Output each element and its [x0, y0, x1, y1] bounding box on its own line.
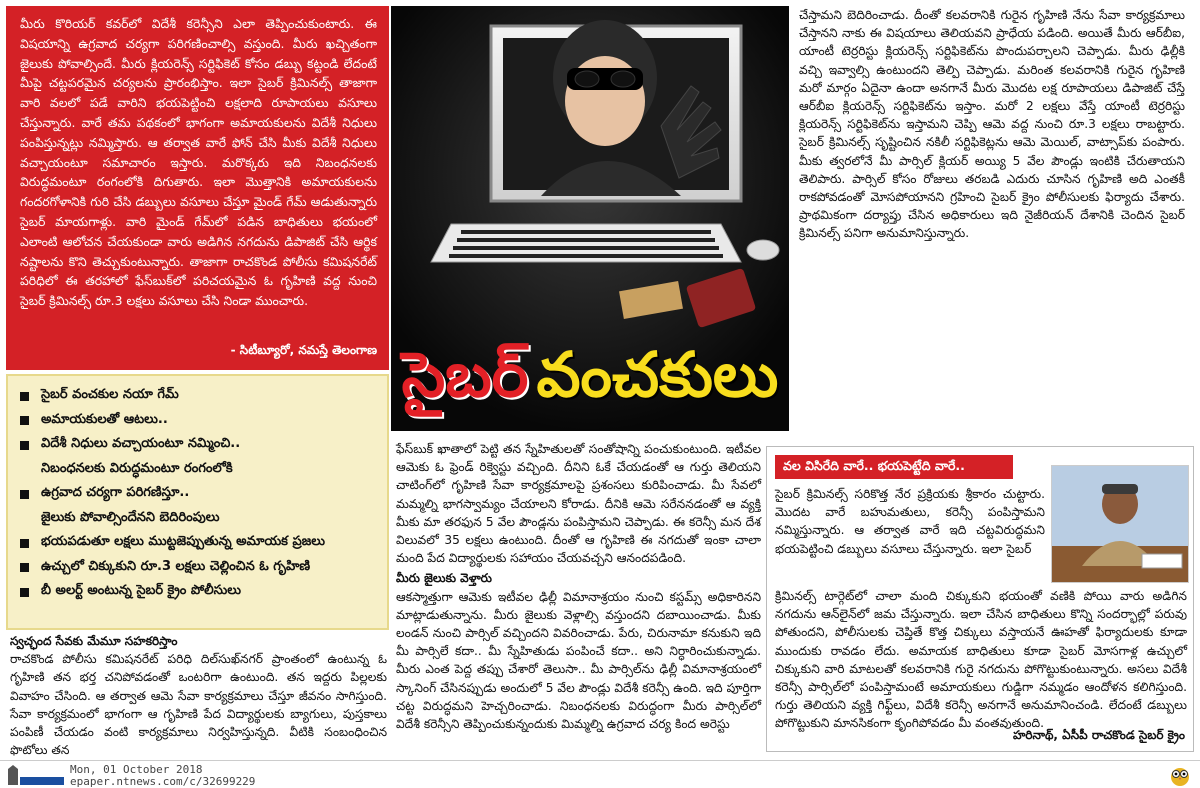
article-column-middle	[396, 440, 761, 760]
expert-quote-box	[766, 446, 1194, 752]
lead-box	[6, 6, 389, 370]
bullet-square-icon	[20, 392, 29, 401]
quote-heading: వల విసిరేది వారే.. భయపెట్టేది వారే..	[775, 455, 1013, 479]
quote-credit: హరినాథ్, ఏసీపీ రాచకొండ సైబర్ క్రైం	[1012, 728, 1185, 742]
quote-text: క్రిమినల్స్ టార్గెట్‌లో చాలా మంది చిక్కుకుని భయంతో వణికి పోయి వారు అడిగిన నగదును ఆన్‌లైన్‌లో జమ చేస్తున్నారు. ఇలా చేసిన బాధితులు కొన్ని సందర్భాల్లో పరువు పోతుందని, పోలీసులకు చెప్తితే కొత్త చిక్కులు వస్తాయనే ఊహతో ఫిర్యాదులకు కూడా ముందుకు రావడం లేదు. అమాయక బాధితులు కూడా సైబర్ మోసగాళ్ల ఉచ్చులో చిక్కుకుని వారి మాటలతో కలవరానికి గురై నగదును పోగొట్టుకుంటున్నారు. అసలు విదేశీ కరెన్సీ పార్సిల్‌లో పంపిస్తామంటే అమాయకులు గుడ్డిగా నమ్మడం ఆందోళన కలిగిస్తుంది. గుర్తు తెలియని వ్యక్తి గిఫ్ట్‌లు, విదేశీ కరెన్సీ అనగానే అనుమానించండి. లేదంటే డబ్బులు పోగొట్టుకుని మానసికంగా కృంగిపోవడం మీ వంతవుతుంది.	[775, 589, 1187, 731]
bullet-square-icon	[20, 588, 29, 597]
article-subheading: మీరు జైలుకు వెళ్తారు	[396, 571, 492, 586]
bullet-square-icon	[20, 563, 29, 572]
highlight-item: ఉగ్రవాద చర్యగా పరిగణిస్తూ..	[20, 482, 377, 507]
article-column-left	[6, 630, 391, 760]
article-column-right	[793, 6, 1193, 382]
hero-illustration	[391, 6, 789, 431]
highlight-item: భయపడుతూ లక్షలు ముట్టజెప్పుతున్న అమాయక ప్రజలు	[20, 531, 377, 556]
highlight-item: విదేశీ నిధులు వచ్చాయంటూ నమ్మించి..	[20, 433, 377, 458]
owl-icon	[1168, 763, 1192, 787]
article-paragraph: ఫేస్‌బుక్ ఖాతాలో పెట్టి తన స్నేహితులతో సంతోషాన్ని పంచుకుంటుంది. ఇటీవల ఆమెకు ఓ ఫ్రెండ్ రిక్వెస్టు వచ్చింది. దీనిని ఓకే చేయడంతో ఆ గుర్తు తెలియని చాటింగ్‌లో గృహిణి సేవా కార్యక్రమాలపై ప్రశంసలు కురిపించాడు. మీ సేవలో మమ్మల్ని భాగస్వామ్యం చేయాలని కోరాడు. దీనికి ఆమె సరేననడంతో ఆ వ్యక్తి మీకు మా తరఫున 5 వేల పౌండ్లను పంపిస్తామని చెప్పాడు. ఈ కరెన్సీ మన దేశ విలువలో 35 లక్షలు ఉంటుంది. దీంతో ఆ గృహిణి ఈ నగదుతో ఇంకా చాలా మంది పేద విద్యార్థులకు సహాయం చేయవచ్చని ఆనందపడింది.	[396, 442, 761, 566]
page-footer	[0, 760, 1200, 788]
highlights-box	[6, 374, 389, 630]
footer-url[interactable]: epaper.ntnews.com/c/32699229	[70, 775, 256, 788]
article-subheading: స్వచ్ఛంద సేవకు మేమూ సహకరిస్తాం	[10, 634, 178, 648]
highlight-item: జైలుకు పోవాల్సిందేనని బెదిరింపులు	[41, 509, 220, 525]
lead-credit: - సిటీబ్యూరో, నమస్తే తెలంగాణ	[230, 343, 377, 357]
highlight-item: సైబర్ వంచకుల నయా గేమ్	[20, 384, 377, 409]
highlight-item: ఉచ్చులో చిక్కుకుని రూ.3 లక్షలు చెల్లించిన ఓ గృహిణి	[20, 556, 377, 581]
officer-photo	[1051, 465, 1189, 583]
highlight-item: బీ అలర్ట్ అంటున్న సైబర్ క్రైం పోలీసులు	[20, 580, 377, 605]
hero-title-part1: సైబర్	[401, 338, 529, 411]
highlight-item: అమాయకులతో ఆటలు..	[20, 409, 377, 434]
bullet-square-icon	[20, 490, 29, 499]
highlight-item: నిబంధనలకు విరుద్ధమంటూ రంగంలోకి	[41, 460, 233, 476]
newspaper-logo	[6, 765, 66, 787]
bullet-square-icon	[20, 539, 29, 548]
lead-text: మీరు కొరియర్ కవర్‌లో విదేశీ కరెన్సీని ఎలా తెప్పించుకుంటారు. ఈ విషయాన్ని ఉగ్రవాద చర్యగా పరిగణించాల్సి వస్తుంది. మీరు ఖచ్చితంగా జైలుకు పోవాల్సిందే. మీరు క్లియరెన్స్ సర్టిఫికెట్ కోసం డబ్బు కట్టండి లేదంటే మీపై చట్టపరమైన చర్యలను ప్రారంభిస్తాం. ఇలా సైబర్ క్రిమినల్స్ తాజాగా వారి వలలో పడే వారిని భయపెట్టించి లక్షలాది రూపాయలు వసూలు చేస్తున్నారు. వారే తమ పథకంలో భాగంగా అమాయకులను విదేశీ నిధులు పంపిస్తున్నట్లు నమ్మిస్తారు. ఆ తర్వాత వారే ఫోన్ చేసి మీకు విదేశీ నిధులు వచ్చాయంటూ సమాచారం ఇస్తారు. మరొక్కరు ఇది నిబంధనలకు విరుద్ధమంటూ రంగంలోకి దిగుతారు. ఇలా మొత్తానికి అమాయకులను గందరగోళానికి గురి చేసి డబ్బులు వసూలు చేస్తూ మైండ్ గేమ్ ఆడుతున్నారు సైబర్ మాయగాళ్లు. వారి మైండ్ గేమ్‌లో పడిన బాధితులు భయంలో ఎలాంటి ఆలోచన చేయకుండా వారు అడిగిన నగదును డిపాజిట్ చేసి ఆర్థిక నష్టాలను కొని తెచ్చుకుంటున్నారు. తాజాగా రాచకొండ పోలీసు కమిషనరేట్ పరిధిలో ఈ తరహాలో ఫేస్‌బుక్‌లో పరిచయమైన ఓ గృహిణి వద్ద నుంచి సైబర్ క్రిమినల్స్ రూ.3 లక్షలు వసూలు చేసి నిండా ముంచారు.	[20, 16, 377, 309]
hero-title-part2: వంచకులు	[536, 338, 779, 411]
hero-title	[391, 323, 789, 415]
bullet-square-icon	[20, 416, 29, 425]
quote-text: సైబర్ క్రిమినల్స్ సరికొత్త నేర ప్రక్రియకు శ్రీకారం చుట్టారు. మొదట వారే బహుమతులు, కరెన్సీ పంపిస్తామని నమ్మిస్తున్నారు. ఆ తర్వాత వారే ఇది చట్టవిరుద్ధమని భయపెట్టించి డబ్బులు వసూలు చేస్తున్నారు. ఇలా సైబర్	[775, 487, 1045, 556]
footer-date: Mon, 01 October 2018	[70, 763, 203, 776]
article-paragraph: రాచకొండ పోలీసు కమిషనరేట్ పరిధి దిల్‌సుఖ్‌నగర్ ప్రాంతంలో ఉంటున్న ఓ గృహిణి తన భర్త చనిపోవడంతో ఒంటరిగా ఉంటుంది. తన ఇద్దరు పిల్లలకు వివాహం చేసింది. ఆ తర్వాత ఆమె సేవా కార్యక్రమాలు చేస్తూ జీవనం సాగిస్తుంది. సేవా కార్యక్రమంలో భాగంగా ఆ గృహిణి పేద విద్యార్థులకు బ్యాగులు, పుస్తకాలు పంపిణీ చేయడం వంటి కార్యక్రమాలు నిర్వహిస్తున్నది. వీటికి సంబంధించిన ఫొటోలు తన	[10, 652, 387, 758]
article-paragraph: చేస్తామని బెదిరించాడు. దీంతో కలవరానికి గురైన గృహిణి నేను సేవా కార్యక్రమాలు చేస్తానని నాకు ఈ విషయాలు తెలియవని ప్రాధేయ పడింది. అయితే మీరు ఆర్‌బీఐ, యాంటీ టెర్రరిస్టు క్లియరెన్స్ సర్టిఫికెట్‌ను పొందుపర్చాలని చెప్పాడు. మీరు ఢిల్లీకి వచ్చి ఇవ్వాల్సి ఉంటుందని తెల్పి చెప్పాడు. మరింత కలవరానికి గురైన గృహిణి మరో మార్గం ఏదైనా ఉందా అనగానే మీరు మొదట లక్ష రూపాయలు డిపాజిట్ చేస్తే ఆర్‌బీఐ క్లియరెన్స్ సర్టిఫికెట్‌ను ఇస్తాం. మరో 2 లక్షలు వేస్తే యాంటీ టెర్రరిస్టు క్లియరెన్స్ సర్టిఫికెట్‌ను ఇస్తామని చెప్పి ఆమె వద్ద నుంచి రూ.3 లక్షలు రాబట్టారు. సైబర్ క్రిమినల్స్ సృష్టించిన నకిలీ సర్టిఫికెట్లను ఆమె మెయిల్, వాట్సాప్‌కు పంపారు. మీకు త్వరలోనే మీ పార్సిల్ క్లియర్ అయ్యి 5 వేల పౌండ్లు ఇంటికి చేరుతాయని తెలిపారు. పార్సిల్ కోసం రోజులు తరబడి ఎదురు చూసిన గృహిణి అది ఎంతకీ రాకపోవడంతో మోసపోయానని గ్రహించి సైబర్ క్రైం పోలీసులకు ఫిర్యాదు చేశారు. ప్రాథమికంగా దర్యాప్తు చేసిన అధికారులు ఇది నైజీరియన్ దేశానికి చెందిన సైబర్ క్రిమినల్స్ పనిగా అనుమానిస్తున్నారు.	[799, 8, 1185, 241]
bullet-square-icon	[20, 441, 29, 450]
article-paragraph: ఆకస్మాత్తుగా ఆమెకు ఇటీవల ఢిల్లీ విమానాశ్రయం నుంచి కస్టమ్స్ అధికారినని మాట్లాడుతున్నాను. మీరు జైలుకు వెళ్లాల్సి వస్తుందని దబాయించాడు. మీకు లండన్ నుంచి పార్సిల్ వచ్చిందని వివరించాడు. పేరు, చిరునామా కనుకుని ఇది మీ పార్సిలే కదా.. మీ స్నేహితుడు పంపించే కదా.. అని నిర్ధారించుకున్నాడు. మీరు ఎంత పెద్ద తప్పు చేశారో తెలుసా.. మీ పార్సిల్‌ను ఢిల్లీ విమానాశ్రయంలో స్కానింగ్ చేసినప్పుడు అందులో 5 వేల పౌండ్లు విదేశీ కరెన్సీ ఉంది. ఇది పూర్తిగా చట్ట విరుద్ధమని హెచ్చరించాడు. నిబంధనలకు విరుద్ధంగా మీరు పార్సిల్‌లో విదేశీ కరెన్సీని తెప్పించుకున్నందుకు మిమ్మల్ని ఉగ్రవాద చర్య కింద అరెస్టు	[396, 589, 761, 732]
